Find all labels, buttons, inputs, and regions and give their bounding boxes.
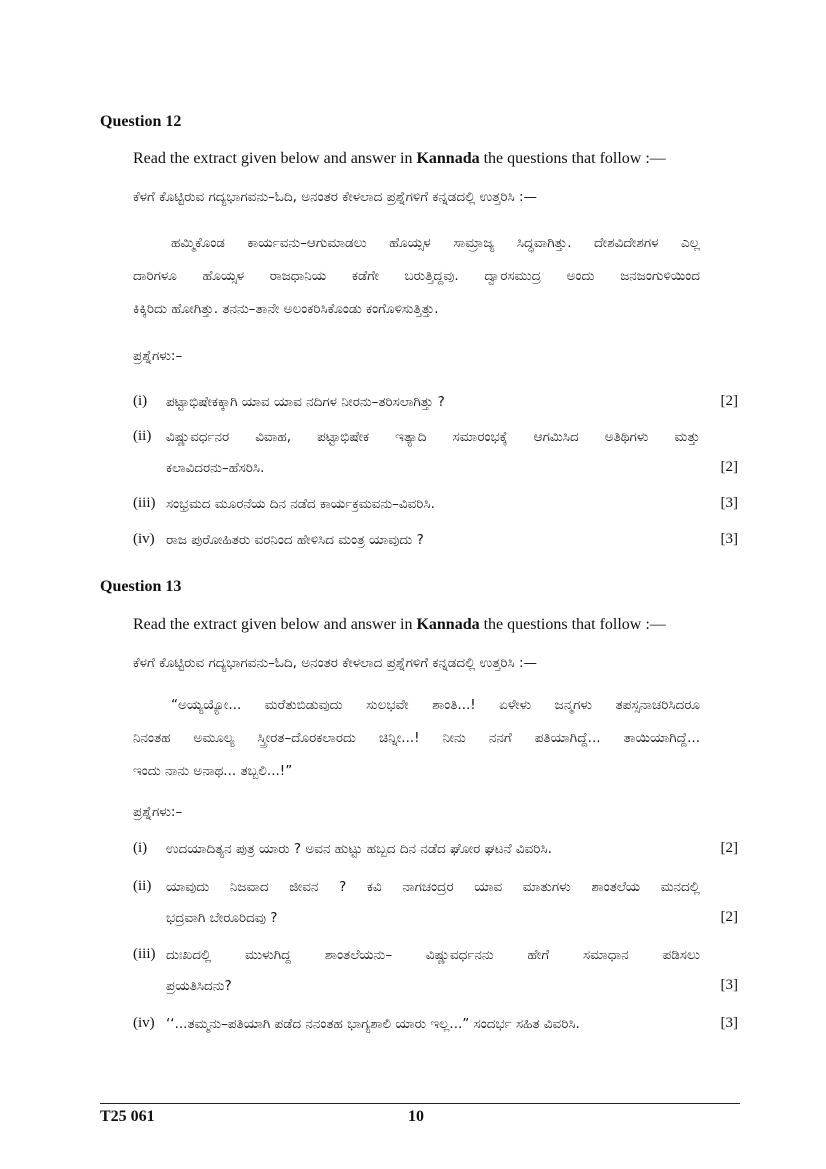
q13-ii-marks: [2] bbox=[720, 909, 738, 925]
q12-iii-text: ಸಂಭ್ರಮದ ಮೂರನೆಯ ದಿನ ನಡೆದ ಕಾರ್ಯಕ್ರಮವನು–ವಿವರಿಸಿ. bbox=[166, 496, 435, 512]
q12-i-marks: [2] bbox=[720, 393, 738, 409]
questions-label-13: ಪ್ರಶ್ನೆಗಳು:– bbox=[133, 804, 183, 820]
questions-label-12: ಪ್ರಶ್ನೆಗಳು:– bbox=[133, 348, 183, 364]
intro-text: Read the extract given below and answer in bbox=[133, 616, 417, 633]
q12-i-text: ಪಟ್ಟಾಭಿಷೇಕಕ್ಕಾಗಿ ಯಾವ ಯಾವ ನದಿಗಳ ನೀರನು–ತರಿಸಲಾಗಿತ್ತು ? bbox=[166, 394, 445, 410]
passage-12-line-1: ಹಮ್ಮಿಕೊಂಡ ಕಾರ್ಯವನು–ಆಗುಮಾಡಲು ಹೊಯ್ಸಳ ಸಾಮ್ರಾಜ್ಯ ಸಿದ್ಧವಾಗಿತ್ತು. ದೇಶವಿದೇಶಗಳ ಎಲ್ಲ bbox=[171, 235, 700, 251]
q12-iv-marks: [3] bbox=[720, 531, 738, 547]
q13-ii-text-line-1: ಯಾವುದು ನಿಜವಾದ ಜೀವನ ? ಕವಿ ನಾಗಚಂದ್ರರ ಯಾವ ಮಾತುಗಳು ಶಾಂತಲೆಯ ಮನದಲ್ಲಿ bbox=[166, 879, 700, 895]
q13-i-marks: [2] bbox=[720, 840, 738, 856]
question-13-instruction: ಕೆಳಗೆ ಕೊಟ್ಟಿರುವ ಗದ್ಯಭಾಗವನು–ಓದಿ, ಅನಂತರ ಕೇಳಲಾದ ಪ್ರಶ್ನೆಗಳಿಗೆ ಕನ್ನಡದಲ್ಲಿ ಉತ್ತರಿಸಿ :— bbox=[133, 655, 538, 671]
question-12-intro bbox=[133, 150, 666, 168]
footer-rule bbox=[100, 1103, 740, 1104]
q12-iii-number: (iii) bbox=[133, 495, 156, 511]
q12-iii-marks: [3] bbox=[720, 495, 738, 511]
q13-i-text: ಉದಯಾದಿತ್ಯನ ಪುತ್ರ ಯಾರು ? ಅವನ ಹುಟ್ಟು ಹಬ್ಬದ ದಿನ ನಡೆದ ಘೋರ ಘಟನೆ ವಿವರಿಸಿ. bbox=[166, 841, 552, 857]
passage-12-line-3: ಕಿಕ್ಕಿರಿದು ಹೋಗಿತ್ತು. ತನನು–ತಾನೇ ಅಲಂಕರಿಸಿಕೊಂಡು ಕಂಗೊಳಿಸುತ್ತಿತ್ತು. bbox=[133, 301, 439, 317]
intro-text-end: the questions that follow :— bbox=[479, 616, 666, 633]
passage-12-line-2: ದಾರಿಗಳೂ ಹೊಯ್ಸಳ ರಾಜಧಾನಿಯ ಕಡೆಗೇ ಬರುತ್ತಿದ್ದವು. ದ್ವಾರಸಮುದ್ರ ಅಂದು ಜನಜಂಗುಳಿಯಿಂದ bbox=[133, 268, 700, 284]
passage-13-line-3: ಇಂದು ನಾನು ಅನಾಥ... ತಬ್ಬಲಿ...!” bbox=[133, 763, 293, 779]
question-12-heading: Question 12 bbox=[100, 113, 182, 130]
q12-iv-text: ರಾಜ ಪುರೋಹಿತರು ವರನಿಂದ ಹೇಳಿಸಿದ ಮಂತ್ರ ಯಾವುದು ? bbox=[166, 532, 424, 548]
q12-ii-text-line-2: ಕಲಾವಿದರನು–ಹೆಸರಿಸಿ. bbox=[166, 460, 265, 476]
q13-iv-number: (iv) bbox=[133, 1015, 155, 1031]
question-12-instruction: ಕೆಳಗೆ ಕೊಟ್ಟಿರುವ ಗದ್ಯಭಾಗವನು–ಓದಿ, ಅನಂತರ ಕೇಳಲಾದ ಪ್ರಶ್ನೆಗಳಿಗೆ ಕನ್ನಡದಲ್ಲಿ ಉತ್ತರಿಸಿ :— bbox=[133, 189, 538, 205]
q12-ii-marks: [2] bbox=[720, 459, 738, 475]
passage-13-line-1: “ಅಯ್ಯಯ್ಯೋ... ಮರೆತುಬಿಡುವುದು ಸುಲಭವೇ ಶಾಂತಿ...! ಏಳೇಳು ಜನ್ಮಗಳು ತಪಸ್ಸನಾಚರಿಸಿದರೂ bbox=[171, 697, 700, 713]
q12-i-number: (i) bbox=[133, 393, 148, 409]
footer-page-number: 10 bbox=[408, 1108, 424, 1125]
q13-iii-text-line-1: ದುಃಖದಲ್ಲಿ ಮುಳುಗಿದ್ದ ಶಾಂತಲೆಯನು– ವಿಷ್ಣುವರ್ಧನನು ಹೇಗೆ ಸಮಾಧಾನ ಪಡಿಸಲು bbox=[166, 947, 700, 963]
q12-iv-number: (iv) bbox=[133, 531, 155, 547]
intro-text: Read the extract given below and answer in bbox=[133, 150, 417, 167]
question-13-intro bbox=[133, 616, 666, 634]
q13-i-number: (i) bbox=[133, 840, 148, 856]
q13-iv-marks: [3] bbox=[720, 1015, 738, 1031]
q13-iv-text: ‘‘...ತಮ್ಮನು–ಪತಿಯಾಗಿ ಪಡೆದ ನನಂತಹ ಭಾಗ್ಯಶಾಲಿ ಯಾರು ಇಲ್ಲ...” ಸಂದರ್ಭ ಸಹಿತ ವಿವರಿಸಿ. bbox=[166, 1016, 580, 1032]
q13-iii-marks: [3] bbox=[720, 977, 738, 993]
q13-ii-text-line-2: ಭದ್ರವಾಗಿ ಬೇರೂರಿದವು ? bbox=[166, 910, 278, 926]
q13-iii-number: (iii) bbox=[133, 946, 156, 962]
q12-ii-number: (ii) bbox=[133, 428, 152, 444]
q13-ii-number: (ii) bbox=[133, 878, 152, 894]
intro-kannada-bold: Kannada bbox=[416, 616, 480, 633]
q13-iii-text-line-2: ಪ್ರಯತಿಸಿದನು? bbox=[166, 978, 232, 994]
q12-ii-text-line-1: ವಿಷ್ಣುವರ್ಧನರ ವಿವಾಹ, ಪಟ್ಟಾಭಿಷೇಕ ಇತ್ಯಾದಿ ಸಮಾರಂಭಕ್ಕೆ ಆಗಮಿಸಿದ ಅತಿಥಿಗಳು ಮತ್ತು bbox=[166, 429, 700, 445]
footer-paper-code: T25 061 bbox=[100, 1108, 155, 1125]
passage-13-line-2: ನಿನಂತಹ ಅಮೂಲ್ಯ ಸ್ತ್ರೀರತ–ದೊರಕಲಾರದು ಚಿನ್ನೀ...! ನೀನು ನನಗೆ ಪತಿಯಾಗಿದ್ದೆ... ತಾಯಿಯಾಗಿದ್ದೆ... bbox=[133, 730, 700, 746]
question-13-heading: Question 13 bbox=[100, 578, 182, 595]
intro-text-end: the questions that follow :— bbox=[479, 150, 666, 167]
intro-kannada-bold: Kannada bbox=[416, 150, 480, 167]
